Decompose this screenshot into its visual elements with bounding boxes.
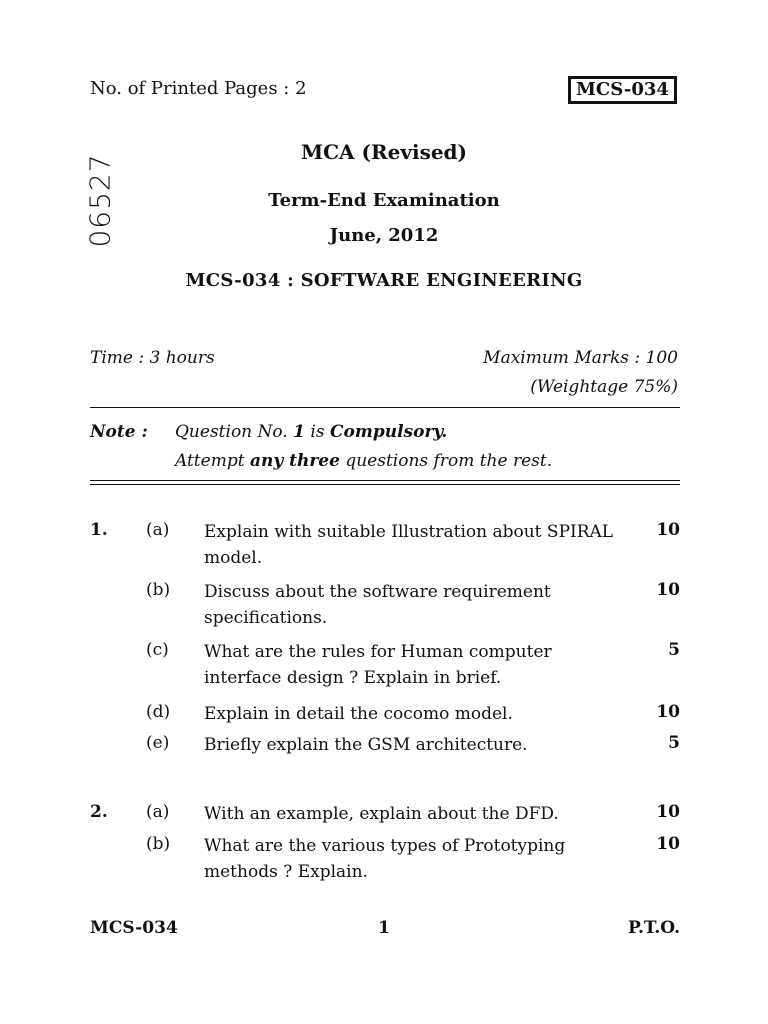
question-text: What are the rules for Human computer interface design ? Explain in brief.	[204, 642, 552, 688]
time-allowed: Time : 3 hours	[90, 348, 215, 368]
paper-code-box: MCS-034	[568, 76, 677, 104]
note-label: Note :	[90, 422, 148, 442]
part-label: (d)	[146, 702, 171, 722]
maximum-marks: Maximum Marks : 100	[483, 348, 678, 368]
question-marks: 10	[656, 802, 680, 822]
question-marks: 10	[656, 702, 680, 722]
divider	[90, 480, 680, 481]
question-marks: 10	[656, 520, 680, 540]
page-number: 1	[378, 918, 390, 938]
part-label: (c)	[146, 640, 169, 660]
question-text: Discuss about the software requirement specifications.	[204, 582, 551, 628]
note-line-1: Question No. 1 is Compulsory.	[175, 422, 448, 442]
course-title: MCS-034 : SOFTWARE ENGINEERING	[185, 270, 583, 291]
part-label: (b)	[146, 834, 171, 854]
question-text: With an example, explain about the DFD.	[204, 804, 559, 824]
question-number: 1.	[90, 520, 108, 540]
part-label: (e)	[146, 733, 170, 753]
divider	[90, 407, 680, 408]
question-marks: 10	[656, 834, 680, 854]
question-marks: 10	[656, 580, 680, 600]
please-turn-over: P.T.O.	[628, 918, 680, 938]
question-number: 2.	[90, 802, 108, 822]
question-marks: 5	[668, 733, 680, 753]
question-marks: 5	[668, 640, 680, 660]
exam-title: Term-End Examination	[268, 190, 500, 211]
printed-pages-count: No. of Printed Pages : 2	[90, 78, 307, 99]
weightage: (Weightage 75%)	[530, 377, 678, 397]
question-text: Briefly explain the GSM architecture.	[204, 735, 528, 755]
question-text: Explain with suitable Illustration about SPIRAL model.	[204, 522, 614, 568]
question-text: What are the various types of Prototyping methods ? Explain.	[204, 836, 566, 882]
question-text: Explain in detail the cocomo model.	[204, 704, 513, 724]
footer-paper-code: MCS-034	[90, 918, 178, 938]
part-label: (a)	[146, 802, 170, 822]
note-line-2: Attempt any three questions from the rest.	[175, 451, 553, 471]
serial-number: 06527	[83, 152, 117, 248]
program-title: MCA (Revised)	[301, 140, 467, 164]
exam-date: June, 2012	[329, 225, 439, 246]
divider	[90, 484, 680, 485]
part-label: (b)	[146, 580, 171, 600]
part-label: (a)	[146, 520, 170, 540]
